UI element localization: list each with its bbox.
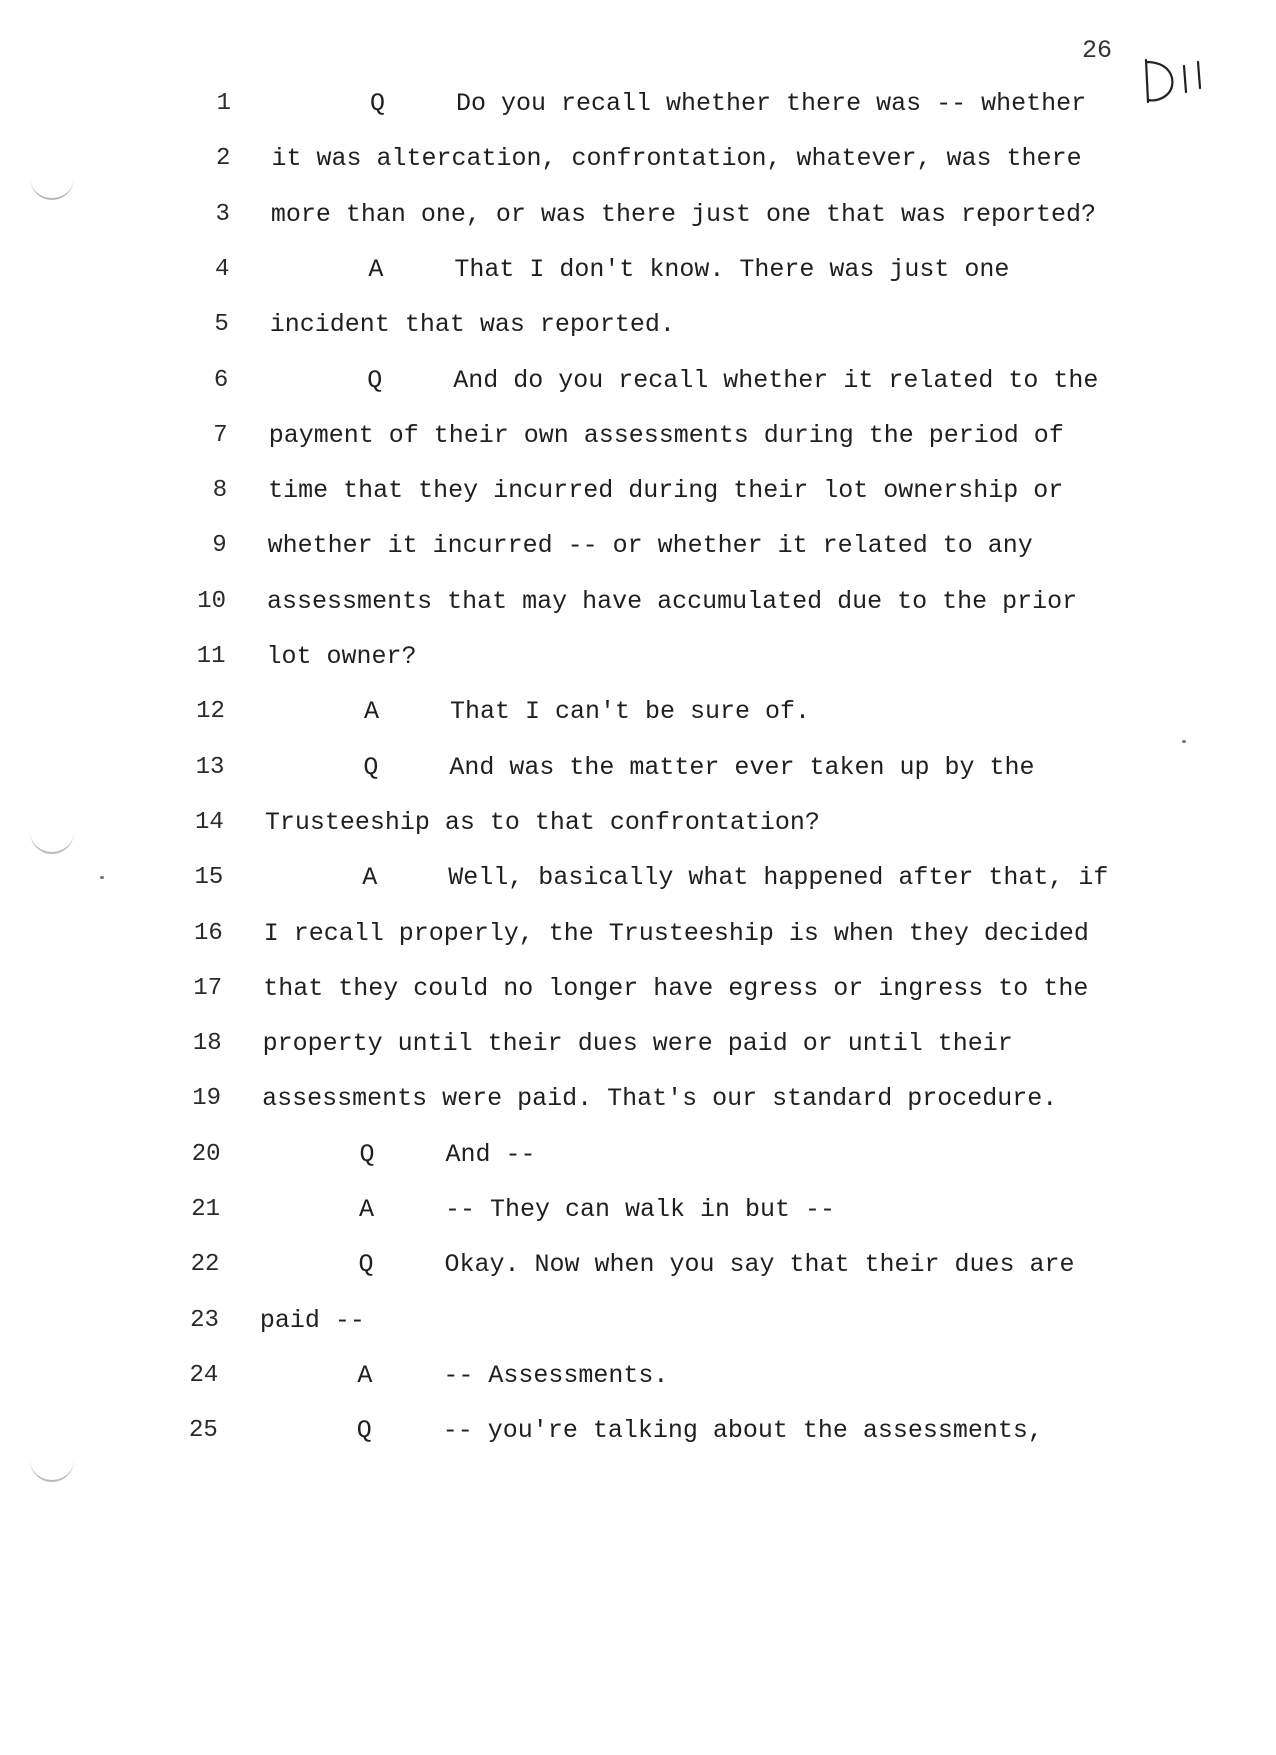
testimony-continuation: lot owner?: [266, 642, 417, 671]
testimony-continuation: assessments that may have accumulated due to the prior: [267, 586, 1078, 616]
line-number: 15: [194, 864, 224, 892]
speaker-label: Q: [370, 89, 386, 118]
testimony-continuation: Trusteeship as to that confrontation?: [264, 807, 820, 837]
line-number: 13: [195, 753, 225, 781]
testimony-text: And --: [445, 1139, 536, 1169]
testimony-continuation: paid --: [259, 1305, 365, 1335]
line-number: 1: [216, 90, 231, 117]
speaker-label: Q: [359, 1139, 375, 1169]
speaker-label: A: [363, 697, 379, 727]
testimony-text: -- They can walk in but --: [445, 1195, 836, 1224]
line-number: 11: [196, 643, 226, 670]
line-number: 14: [195, 808, 224, 836]
speaker-label: Q: [363, 752, 379, 782]
line-number: 9: [212, 532, 227, 560]
testimony-continuation: time that they incurred during their lot ownership or: [268, 476, 1064, 506]
binder-hole-mark: [30, 830, 74, 854]
line-number: 16: [193, 919, 223, 947]
speaker-label: A: [368, 254, 384, 284]
testimony-continuation: whether it incurred -- or whether it related to any: [267, 531, 1033, 561]
testimony-continuation: payment of their own assessments during the period of: [268, 420, 1064, 450]
line-number: 17: [193, 974, 223, 1002]
testimony-text: -- you're talking about the assessments,: [442, 1416, 1043, 1446]
line-number: 10: [197, 587, 227, 615]
line-number: 25: [188, 1417, 218, 1445]
speaker-label: A: [362, 863, 378, 893]
testimony-continuation: I recall properly, the Trusteeship is when they decided: [263, 918, 1089, 948]
line-number: 18: [192, 1030, 222, 1058]
testimony-text: -- Assessments.: [443, 1360, 669, 1390]
testimony-continuation: it was altercation, confrontation, whatever, was there: [271, 144, 1082, 174]
line-number: 19: [192, 1085, 222, 1113]
line-number: 8: [212, 477, 228, 505]
line-number: 12: [196, 698, 225, 726]
testimony-text: Do you recall whether there was -- whether: [456, 89, 1087, 118]
speaker-label: Q: [367, 365, 383, 395]
scan-speck: [100, 876, 104, 879]
line-number: 3: [215, 200, 230, 228]
testimony-text: And was the matter ever taken up by the: [449, 752, 1035, 782]
testimony-text: That I don't know. There was just one: [454, 254, 1010, 284]
testimony-text: Okay. Now when you say that their dues are: [444, 1250, 1075, 1280]
line-number: 20: [191, 1140, 221, 1168]
speaker-label: A: [357, 1360, 373, 1390]
line-number: 2: [216, 145, 231, 173]
testimony-text: Well, basically what happened after that, if: [448, 863, 1109, 893]
scan-speck: [1182, 740, 1186, 743]
testimony-text: That I can't be sure of.: [449, 697, 810, 727]
line-number: 7: [213, 421, 228, 449]
binder-hole-mark: [30, 1458, 74, 1482]
line-number: 6: [213, 366, 229, 394]
line-number: 21: [191, 1196, 220, 1223]
line-number: 5: [214, 311, 229, 339]
line-number: 4: [214, 255, 230, 283]
exhibit-mark-handwritten: [1140, 52, 1210, 108]
line-number: 23: [190, 1306, 219, 1334]
testimony-continuation: that they could no longer have egress or ingress to the: [263, 973, 1089, 1003]
testimony-text: And do you recall whether it related to the: [453, 365, 1099, 395]
binder-hole-mark: [30, 176, 74, 200]
testimony-continuation: incident that was reported.: [269, 310, 675, 340]
line-number: 22: [190, 1251, 220, 1279]
speaker-label: A: [359, 1195, 375, 1224]
testimony-continuation: more than one, or was there just one that was reported?: [270, 199, 1097, 229]
speaker-label: Q: [356, 1416, 372, 1446]
speaker-label: Q: [358, 1250, 374, 1280]
line-number: 24: [189, 1361, 219, 1389]
testimony-continuation: assessments were paid. That's our standard procedure.: [262, 1084, 1058, 1114]
testimony-continuation: property until their dues were paid or until their: [262, 1029, 1013, 1059]
page-number: 26: [1082, 36, 1113, 65]
